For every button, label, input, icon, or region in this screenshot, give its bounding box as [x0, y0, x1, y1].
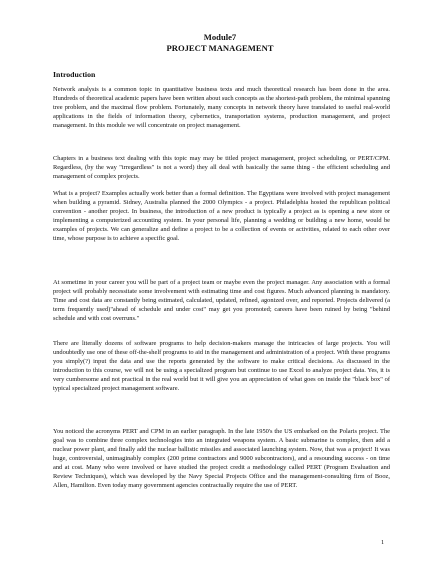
paragraph-network-analysis: Network analysis is a common topic in quantitative business texts and much theoretical research has been done in the area. Hundreds of theoretical academic papers have been written about such concepts as the shortest-path problem, the minimal spanning tree problem, and the maximal flow problem. Fortunately, many concepts in network theory have translated to useful real-world applications in the fields of information theory, cybernetics, transportation systems, production management, and project management. In this module we will concentrate on project management.	[53, 86, 390, 129]
paragraph-what-is-project: What is a project? Examples actually work better than a formal definition. The Egyptians were involved with project management when building a pyramid. Sidney, Australia planned the 2000 Olympics - a project. Philadelphia hosted the republican political convention - another project. In business, the introduction of a new product is typically a project as is opening a new store or implementing a computerized accounting system. In your personal life, planning a wedding or building a new home, would be examples of projects. We can generalize and define a project to be a collection of events or activities, related to each other over time, whose purpose is to achieve a specific goal.	[53, 190, 390, 242]
paragraph-pert-cpm: You noticed the acronyms PERT and CPM in an earlier paragraph. In the late 1950's the US embarked on the Polaris project. The goal was to combine three complex technologies into an integrated weapons system. A basic submarine is complex, then add a nuclear power plant, and finally add the nuclear ballistic missiles and associated launching system. Now, that was a project! It was huge, controversial, unimaginably complex (200 prime contractors and 9000 subcontractors), and a resounding success - on time and at cost. Many who were involved or have studied the project credit a methodology called PERT (Program Evaluation and Review Techniques), which was developed by the Navy Special Projects Office and the management-consulting firm of Booz, Allen, Hamilton. Even today many government agencies contractually require the use of PERT.	[53, 428, 390, 489]
section-heading: Introduction	[53, 70, 96, 79]
page-title: PROJECT MANAGEMENT	[166, 43, 274, 53]
paragraph-software: There are literally dozens of software programs to help decision-makers manage the intricacies of large projects. You will undoubtedly use one of these off-the-shelf programs to aid in the management and administration of a project. With these programs you simply(?) input the data and use the reports generated by the software to make critical decisions. As discussed in the introduction to this course, we will not be using a specialized program but continue to use Excel to analyze project data. Yes, it is very cumbersome and not practical in the real world but it will give you an appreciation of what goes on inside the "black box" of typical specialized project management software.	[53, 340, 390, 392]
module-label: Module7	[203, 32, 237, 42]
page-number: 1	[381, 539, 385, 546]
paragraph-career: At sometime in your career you will be part of a project team or maybe even the project manager. Any association with a formal project will probably necessitate some involvement with estimating time and cost figures. Much advanced planning is mandatory. Time and cost data are constantly being estimated, calculated, updated, refined, agonized over, and reported. Projects delivered (a term frequently used)"ahead of schedule and under cost" may get you promoted; careers have been ruined by being "behind schedule and with cost overruns."	[53, 279, 390, 322]
paragraph-chapters: Chapters in a business text dealing with this topic may may be titled project management, project scheduling, or PERT/CPM. Regardless, (by the way "irregardless" is not a word) they all deal with basically the same thing - the efficient scheduling and management of complex projects.	[53, 155, 390, 180]
